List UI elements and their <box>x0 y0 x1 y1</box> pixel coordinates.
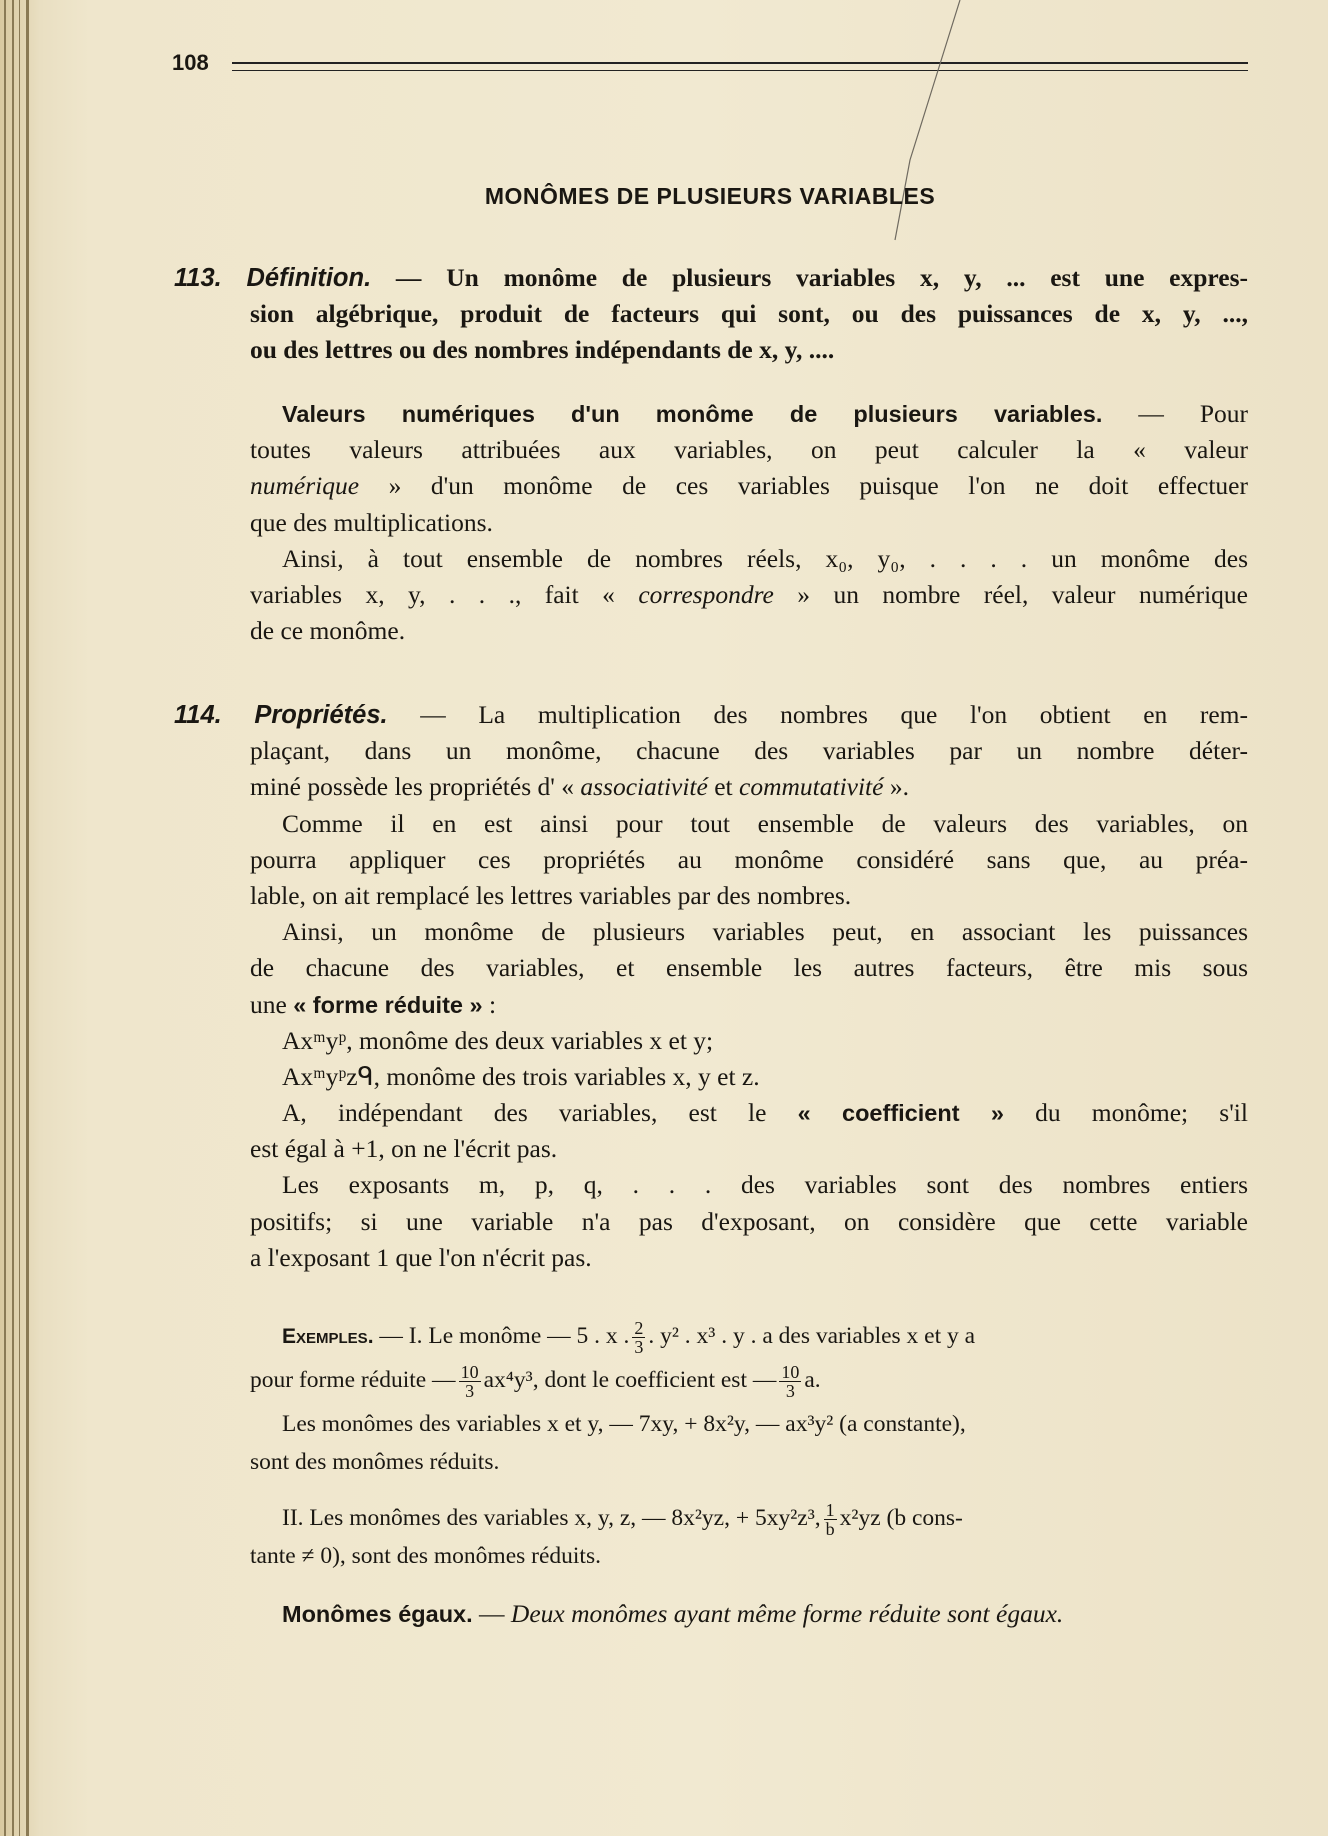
valeurs-numeriques-paragraph <box>250 396 1248 649</box>
prop-line-9: une « forme réduite » : <box>250 989 497 1019</box>
page-number: 108 <box>172 50 209 75</box>
example-line-1: Exemples. — I. Le monôme — 5 . x . $\frac{2}{3}$ . y² . x³ . y . a des variables x et y a <box>282 1318 976 1358</box>
prop-line-14: Les exposants m, p, q, . . . des variables sont des nombres entiers <box>282 1170 1248 1200</box>
vn-line-5: Ainsi, à tout ensemble de nombres réels, x₀, y₀, . . . . un monôme des <box>282 543 1248 573</box>
header-rule <box>232 62 1248 71</box>
definition-line-2: sion algébrique, produit de facteurs qui sont, ou des puissances de x, y, ..., <box>250 299 1248 329</box>
fraction-2-3: $\frac{2}{3}$ <box>634 1318 644 1358</box>
prop-line-4: Comme il en est ainsi pour tout ensemble de valeurs des variables, on <box>282 808 1248 838</box>
definition-text-1: Un monôme de plusieurs variables x, y, ... est une expres- <box>446 263 1248 292</box>
prop-line-11: Axᵐyᵖzᑫ, monôme des trois variables x, y et z. <box>282 1061 760 1091</box>
prop-line-6: lable, on ait remplacé les lettres variables par des nombres. <box>250 880 852 910</box>
prop-line-5: pourra appliquer ces propriétés au monôme considéré sans que, au préa- <box>250 844 1248 874</box>
section-number-113: 113. <box>174 264 222 292</box>
vn-heading: Valeurs numériques d'un monôme de plusieurs variables. <box>282 401 1103 427</box>
fraction-1-b: $\frac{1}{b}$ <box>825 1500 835 1540</box>
prop-line-1: 114. Propriétés. — La multiplication des nombres que l'on obtient en rem- <box>174 700 1248 729</box>
prop-line-13: est égal à +1, on ne l'écrit pas. <box>250 1134 558 1164</box>
vn-line-4: que des multiplications. <box>250 507 493 537</box>
example-line-6: tante ≠ 0), sont des monômes réduits. <box>250 1543 601 1569</box>
example-line-3: Les monômes des variables x et y, — 7xy, + 8x²y, — ax³y² (a constante), <box>282 1411 966 1437</box>
vn-line-2: toutes valeurs attribuées aux variables, on peut calculer la « valeur <box>250 435 1248 465</box>
prop-line-8: de chacune des variables, et ensemble les autres facteurs, être mis sous <box>250 953 1248 983</box>
prop-line-16: a l'exposant 1 que l'on n'écrit pas. <box>250 1242 592 1272</box>
egaux-text: Deux monômes ayant même forme réduite sont égaux. <box>510 1599 1064 1628</box>
example-line-2: pour forme réduite — $\frac{10}{3}$ ax⁴y³, dont le coefficient est — $\frac{10}{3}$ a. <box>250 1362 821 1402</box>
example-line-5: II. Les monômes des variables x, y, z, — 8x²yz, + 5xy²z³, $\frac{1}{b}$ x²yz (b cons- <box>282 1500 963 1540</box>
pencil-mark <box>850 0 970 250</box>
prop-line-2: plaçant, dans un monôme, chacune des variables par un nombre déter- <box>250 736 1248 766</box>
definition-line-3: ou des lettres ou des nombres indépendants de x, y, .... <box>250 335 835 365</box>
section-114 <box>174 697 1248 1276</box>
vn-line-3: numérique » d'un monôme de ces variables puisque l'on ne doit effectuer <box>250 471 1248 501</box>
fraction-10-3-a: $\frac{10}{3}$ <box>460 1362 479 1402</box>
properties-heading: Propriétés. <box>254 701 388 729</box>
monomes-egaux-paragraph <box>250 1596 1248 1632</box>
binding-edge <box>0 0 40 1836</box>
vn-line-1: Valeurs numériques d'un monôme de plusieurs variables. — Pour <box>282 399 1248 428</box>
section-113 <box>174 260 1248 369</box>
section-title: MONÔMES DE PLUSIEURS VARIABLES <box>484 183 936 209</box>
vn-line-6: variables x, y, . . ., fait « correspondre » un nombre réel, valeur numérique <box>250 579 1248 609</box>
definition-heading: Définition. <box>246 264 372 292</box>
fraction-10-3-b: $\frac{10}{3}$ <box>781 1362 800 1402</box>
prop-line-15: positifs; si une variable n'a pas d'exposant, on considère que cette variable <box>250 1206 1248 1236</box>
prop-line-12: A, indépendant des variables, est le « coefficient » du monôme; s'il <box>282 1098 1248 1128</box>
egaux-heading: Monômes égaux. <box>282 1601 473 1627</box>
section-number-114: 114. <box>174 701 222 729</box>
examples-label: Exemples. <box>282 1325 374 1348</box>
definition-line-1: 113. Définition. — Un monôme de plusieurs variables x, y, ... est une expres- <box>174 263 1248 292</box>
egaux-line: Monômes égaux. — Deux monômes ayant même forme réduite sont égaux. <box>282 1599 1064 1628</box>
prop-line-7: Ainsi, un monôme de plusieurs variables peut, en associant les puissances <box>282 917 1248 947</box>
page-header <box>172 46 1248 76</box>
prop-line-3: miné possède les propriétés d' « associativité et commutativité ». <box>250 772 909 802</box>
example-line-4: sont des monômes réduits. <box>250 1449 500 1475</box>
prop-line-10: Axᵐyᵖ, monôme des deux variables x et y; <box>282 1025 714 1055</box>
vn-line-7: de ce monôme. <box>250 616 406 646</box>
examples-block <box>250 1314 1248 1572</box>
